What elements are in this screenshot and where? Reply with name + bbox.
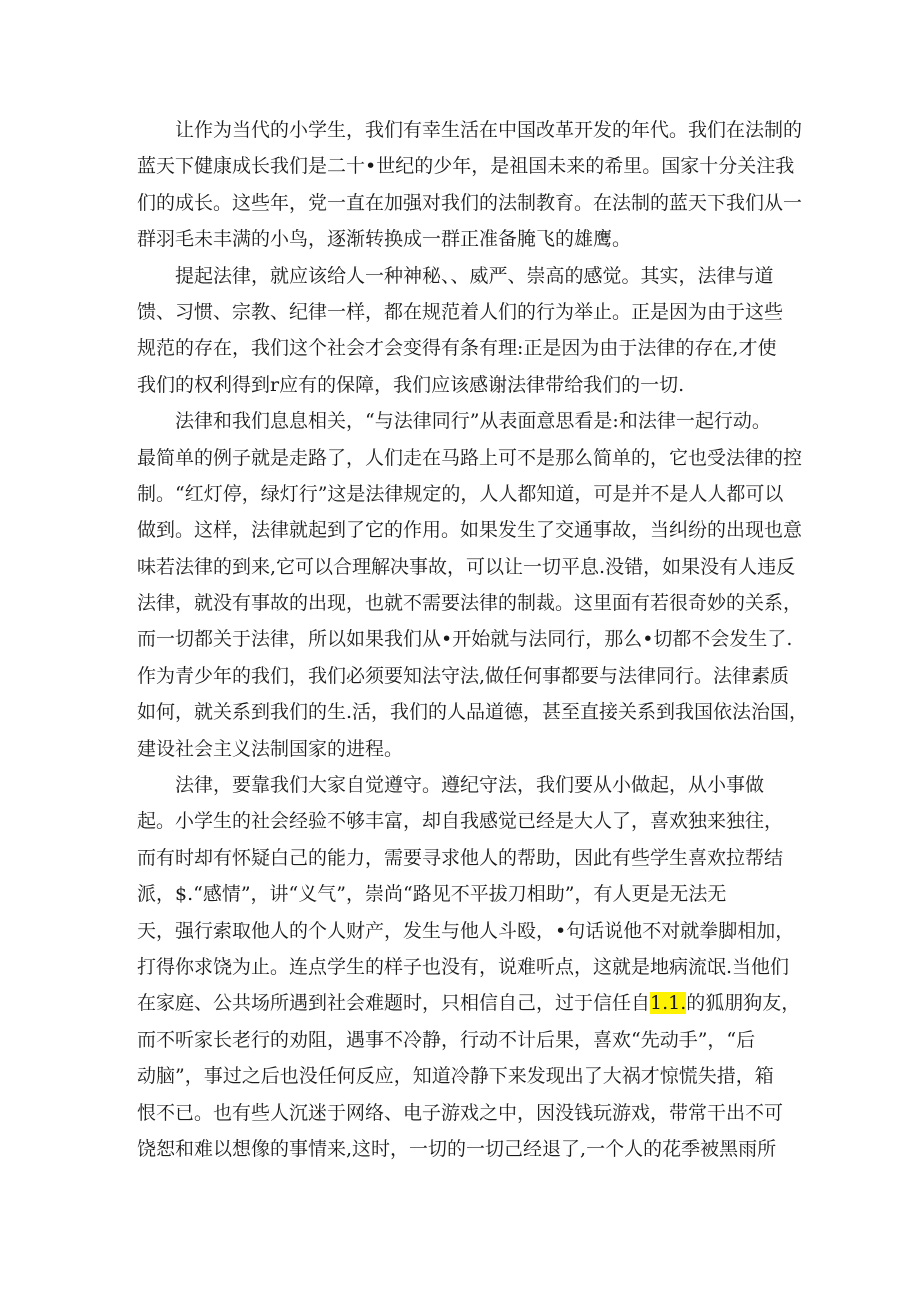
text-line: 恨不已。也有些人沉迷于网络、电子游戏之中，因没钱玩游戏，带常干出不可 (137, 1101, 784, 1124)
text-line: 群羽毛未丰满的小鸟，逐渐转换成一群正准备腌飞的雄鹰。 (137, 228, 632, 251)
text-line: 法律，就没有事故的出现，也就不需要法律的制裁。这里面有若很奇妙的关系， (137, 592, 803, 615)
highlighted-text: 1.1. (650, 992, 687, 1015)
text-line: 饶恕和难以想像的事情来,这时，一切的一切己经退了,一个人的花季被黑雨所 (137, 1137, 777, 1160)
text-line: 动脑”，事过之后也没任何反应，知道冷静下来发现出了大祸才惊慌失措，箱 (137, 1065, 774, 1088)
text-line: 味若法律的到来,它可以合理解决事故，可以让一切平息.没错，如果没有人违反 (137, 555, 796, 578)
text-line: 而有时却有怀疑白己的能力，需要寻求他人的帮助，因此有些学生喜欢拉帮结 (137, 846, 784, 869)
text-line: 而不听家长老行的劝阻，遇事不冷静，行动不计后果，喜欢“先动手”，“后 (137, 1028, 756, 1051)
text-line: 作为青少年的我们，我们必须要知法守法,做任何事都要与法律同行。法律素质 (137, 664, 790, 687)
text-line: 我们的权利得到r应有的保障，我们应该感谢法律带给我们的一切. (137, 373, 685, 396)
text-line: 蓝天下健康成长我们是二十•世纪的少年，是祖国未来的希里。国家十分关注我 (137, 155, 795, 178)
text-line: 们的成长。这些年，党一直在加强对我们的法制教育。在法制的蓝天下我们从一 (137, 191, 803, 214)
text-line-highlighted (137, 985, 801, 1021)
text-line: 派，$.“感情”，讲“义气”，崇尚“路见不平拔刀相助”，有人更是无法无 (137, 883, 727, 906)
text-line: 馈、习惯、宗教、纪律一样，都在规范着人们的行为举止。正是因为由于这些 (137, 300, 784, 323)
text-line: 提起法律，就应该给人一种神秘、、威严、崇高的感觉。其实，法律与道 (175, 264, 774, 287)
text-line: 制。“红灯停，绿灯行”这是法律规定的，人人都知道，可是并不是人人都可以 (137, 482, 784, 505)
text-line: 而一切都关于法律，所以如果我们从•开始就与法同行，那么•切都不会发生了. (137, 628, 793, 651)
text-segment: 的狐朋狗友， (686, 992, 801, 1015)
text-line: 如何，就关系到我们的生.活，我们的人品道德，甚至直接关系到我国依法治国， (137, 701, 809, 724)
text-line: 打得你求饶为止。连点学生的样子也没有，说难听点，这就是地病流氓.当他们 (137, 955, 790, 978)
text-line: 规范的存在，我们这个社会才会变得有条有理:正是因为由于法律的存在,才使 (137, 337, 777, 360)
text-line: 做到。这样，法律就起到了它的作用。如果发生了交通事故，当纠纷的出现也意 (137, 519, 803, 542)
text-line: 法律，要靠我们大家自觉遵守。遵纪守法，我们要从小做起，从小事做 (175, 774, 765, 797)
text-line: 天，强行索取他人的个人财产，发生与他人斗殴，•句话说他不对就拳脚相加， (137, 919, 795, 942)
essay-body (137, 112, 809, 1167)
text-line: 最简单的例子就是走路了，人们走在马路上可不是那么简单的，它也受法律的控 (137, 446, 803, 469)
text-line: 起。小学生的社会经验不够丰富，却自我感觉已经是大人了，喜欢独来独往， (137, 810, 784, 833)
text-line: 法律和我们息息相关，“与法律同行”从表面意思看是:和法律一起行动。 (175, 410, 771, 433)
text-line: 让作为当代的小学生，我们有幸生活在中国改革开发的年代。我们在法制的 (175, 119, 803, 141)
text-line: 建设社会主义法制国家的进程。 (137, 737, 404, 760)
text-segment: 在家庭、公共场所遇到社会难题时，只相信自己，过于信任自 (137, 992, 651, 1015)
